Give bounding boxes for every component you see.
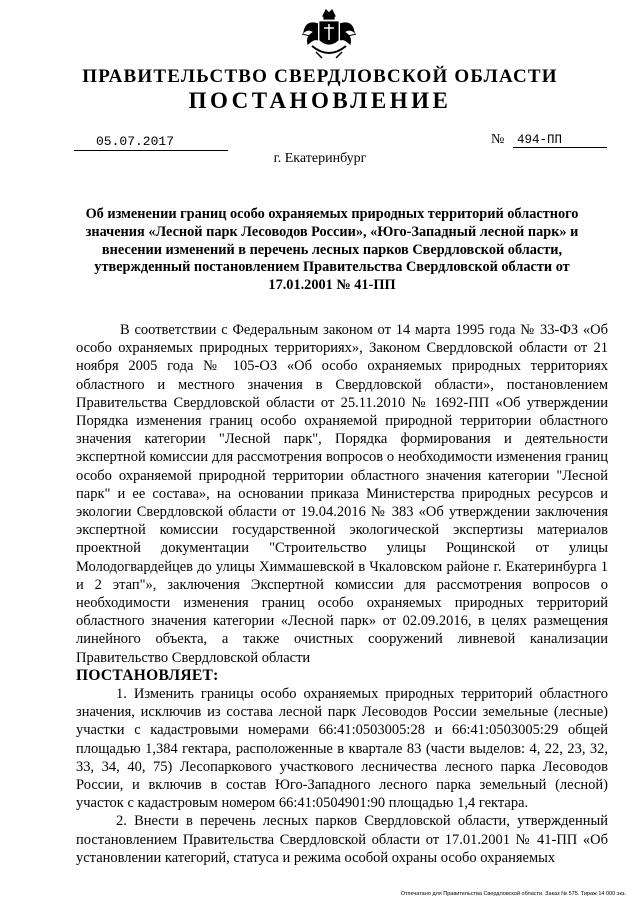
item-1-paragraph: 1. Изменить границы особо охраняемых природных территорий областного значения, исключив из состава лесной парк Лесоводов России земельные (лесные) участки с кадастровыми номерами 66:41:0503005:28 и 66:41:0503005:29 общей площадью 1,384 гектара, расположенные в квартале 83 (части выделов: 4, 22, 23, 32, 33, 34, 40, 75) Лесопаркового участкового лесничества лесного парка Лесоводов России, и включив в состав Юго-Западного лесного парка земельный (лесной) участок с кадастровым номером 66:41:0504901:90 площадью 1,4 гектара.	[76, 686, 608, 812]
print-footer: Отпечатано для Правительства Свердловской области. Заказ № 575. Тираж 14 000 экз.	[400, 891, 626, 897]
document-title: Об изменении границ особо охраняемых природных территорий областного значения «Лесной парк Лесоводов России», «Юго-Западный лесной парк» и внесении изменений в перечень лесных парков Свердловской области, утвержденный постановлением Правительства Свердловской области от 17.01.2001 № 41-ПП	[85, 206, 579, 294]
document-date: 05.07.2017	[74, 134, 228, 151]
coat-of-arms-icon	[298, 6, 360, 66]
government-name: ПРАВИТЕЛЬСТВО СВЕРДЛОВСКОЙ ОБЛАСТИ	[82, 66, 558, 87]
document-body	[76, 321, 608, 867]
resolve-label: ПОСТАНОВЛЯЕТ:	[76, 666, 219, 684]
document-number-block	[491, 132, 611, 148]
number-sign: №	[491, 132, 505, 147]
item-2-paragraph: 2. Внести в перечень лесных парков Свердловской области, утвержденный постановлением Правительства Свердловской области от 17.01.2001 № 41-ПП «Об установлении категорий, статуса и режима особой охраны особо охраняемых	[76, 813, 608, 866]
document-city: г. Екатеринбург	[273, 151, 367, 166]
document-number: 494-ПП	[513, 133, 607, 148]
document-type: ПОСТАНОВЛЕНИЕ	[188, 88, 452, 113]
preamble-paragraph: В соответствии с Федеральным законом от 14 марта 1995 года № 33-ФЗ «Об особо охраняемых природных территориях», Законом Свердловской области от 21 ноября 2005 года № 105-ОЗ «Об особо охраняемых природных территориях областного и местного значения в Свердловской области», постановлением Правительства Свердловской области от 25.11.2010 № 1692-ПП «Об утверждении Порядка изменения границ особо охраняемой природной территории областного значения категории "Лесной парк", Порядка формирования и деятельности экспертной комиссии для рассмотрения вопросов о необходимости изменения границ особо охраняемой природной территории областного значения категории "Лесной парк" и ее состава», на основании приказа Министерства природных ресурсов и экологии Свердловской области от 19.04.2016 № 383 «Об утверждении заключения экспертной комиссии государственной экологической экспертизы материалов проектной документации "Строительство улицы Рощинской от улицы Молодогвардейцев до улицы Химмашевской в Чкаловском районе г. Екатеринбурга 1 и 2 этап"», заключения Экспертной комиссии для рассмотрения вопросов о необходимости изменения границ особо охраняемых природных территорий областного значения категории «Лесной парк» от 02.09.2016, в целях размещения линейного объекта, а также очистных сооружений ливневой канализации Правительство Свердловской области	[76, 322, 608, 666]
